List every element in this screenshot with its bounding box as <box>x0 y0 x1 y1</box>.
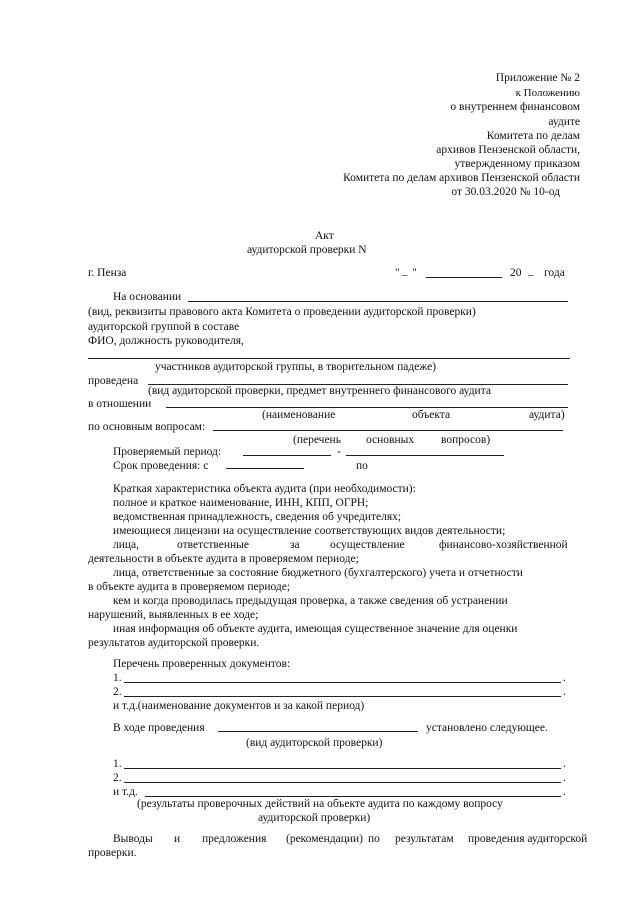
questions-hint-3: вопросов) <box>441 434 491 446</box>
basis-group: аудиторской группой в составе <box>88 321 240 333</box>
course-line-1 <box>124 768 561 769</box>
term-to: по <box>356 460 368 472</box>
questions-hint-2: основных <box>366 434 415 446</box>
document-subtitle: аудиторской проверки N <box>247 244 367 256</box>
documents-line-1 <box>124 682 561 683</box>
regarding-hint-2: объекта <box>412 409 451 421</box>
term-label: Срок проведения: с <box>113 460 209 472</box>
persons-word: ответственные <box>177 539 249 551</box>
term-from-line <box>226 468 304 469</box>
regarding-line <box>166 407 568 408</box>
conclusions-word: (рекомендации) <box>286 833 364 845</box>
other-info-cont: результатов аудиторской проверки. <box>88 637 260 649</box>
regarding-hint-1: (наименование <box>262 409 336 421</box>
period-to-line <box>346 455 504 456</box>
course-num-1: 1. <box>113 758 122 770</box>
document-title: Акт <box>315 230 334 242</box>
characteristic-item: имеющиеся лицензии на осуществление соответствующих видов деятельности; <box>113 525 506 537</box>
course-suffix: установлено следующее. <box>426 722 548 734</box>
course-hint: (вид аудиторской проверки) <box>246 737 383 749</box>
appendix-line: от 30.03.2020 № 10-од <box>451 186 560 198</box>
basis-line <box>188 301 568 302</box>
prev-check-cont: нарушений, выявленных в ее ходе; <box>88 609 259 621</box>
appendix-line: к Положению <box>515 87 580 99</box>
place: г. Пенза <box>88 267 127 279</box>
course-num-2: 2. <box>113 772 122 784</box>
participants-hint: участников аудиторской группы, в творительном падеже) <box>155 361 437 373</box>
date-year-blank: _ <box>528 265 534 277</box>
conclusions-word: результатам <box>395 833 454 845</box>
date-day-blank: _ <box>402 265 408 277</box>
questions-hint-1: (перечень <box>293 434 341 446</box>
basis-label: На основании <box>113 291 182 303</box>
documents-heading: Перечень проверенных документов: <box>113 658 291 670</box>
basis-hint: (вид, реквизиты правового акта Комитета о проведении аудиторской проверки) <box>88 306 476 318</box>
documents-dot-1: . <box>563 672 566 684</box>
appendix-line: Комитета по делам <box>486 130 580 142</box>
course-dot-3: . <box>563 786 566 798</box>
documents-line-2 <box>124 696 561 697</box>
characteristic-heading: Краткая характеристика объекта аудита (при необходимости): <box>113 483 416 495</box>
budget-line-cont: в объекте аудита в проверяемом периоде; <box>88 581 291 593</box>
appendix-line: архивов Пензенской области, <box>436 144 580 156</box>
questions-label: по основным вопросам: <box>88 421 206 433</box>
regarding-label: в отношении <box>88 398 152 410</box>
date-year-prefix: 20 <box>510 267 522 279</box>
course-etc: и т.д. <box>113 786 138 798</box>
appendix-line: аудите <box>548 116 580 128</box>
date-year-suffix: года <box>544 267 565 279</box>
characteristic-item: полное и краткое наименование, ИНН, КПП, ОГРН; <box>113 497 369 509</box>
persons-word: лица, <box>113 539 140 551</box>
course-line <box>218 731 418 732</box>
persons-word: финансово-хозяйственной <box>439 539 568 551</box>
prev-check-line: кем и когда проводилась предыдущая проверка, а также сведения об устранении <box>113 595 508 607</box>
regarding-hint-3: аудита) <box>529 409 565 421</box>
persons-cont: деятельности в объекте аудита в проверяемом периоде; <box>88 553 359 565</box>
conducted-hint: (вид аудиторской проверки, предмет внутреннего финансового аудита <box>148 385 491 397</box>
course-line-2 <box>124 782 561 783</box>
questions-line <box>213 430 563 431</box>
characteristic-item: ведомственная принадлежность, сведения об учредителях; <box>113 511 402 523</box>
basis-head: ФИО, должность руководителя, <box>88 335 244 347</box>
conclusions-word: по <box>368 833 380 845</box>
conducted-label: проведена <box>88 375 139 387</box>
other-info-line: иная информация об объекте аудита, имеющая существенное значение для оценки <box>113 623 518 635</box>
date-quote-close: " <box>412 267 417 279</box>
course-dot-1: . <box>563 758 566 770</box>
course-prefix: В ходе проведения <box>113 722 205 734</box>
documents-num-1: 1. <box>113 672 122 684</box>
persons-word: осуществление <box>330 539 405 551</box>
conclusions-word: и <box>174 833 181 845</box>
documents-dot-2: . <box>563 686 566 698</box>
documents-etc: и т.д.(наименование документов и за какой период) <box>113 700 365 712</box>
course-dot-2: . <box>563 772 566 784</box>
budget-line: лица, ответственные за состояние бюджетного (бухгалтерского) учета и отчетности <box>113 567 523 579</box>
conclusions-word: Выводы <box>113 833 153 845</box>
date-month-line <box>426 277 502 278</box>
course-hint2: (результаты проверочных действий на объекте аудита по каждому вопросу <box>137 798 503 810</box>
period-label: Проверяемый период: <box>113 446 222 458</box>
conclusions-cont: проверки. <box>88 847 137 859</box>
date-quote-open: " <box>395 267 400 279</box>
conclusions-word: проведения аудиторской <box>468 833 588 845</box>
appendix-line: утвержденному приказом <box>454 158 580 170</box>
appendix-line: Приложение № 2 <box>495 72 580 84</box>
period-from-line <box>243 455 331 456</box>
persons-word: за <box>290 539 300 551</box>
participants-line <box>88 358 570 359</box>
appendix-line: Комитета по делам архивов Пензенской области <box>343 172 580 184</box>
course-hint2-cont: аудиторской проверки) <box>258 812 371 824</box>
documents-num-2: 2. <box>113 686 122 698</box>
period-dash: - <box>337 446 341 458</box>
conclusions-word: предложения <box>202 833 267 845</box>
appendix-line: о внутреннем финансовом <box>450 101 580 113</box>
